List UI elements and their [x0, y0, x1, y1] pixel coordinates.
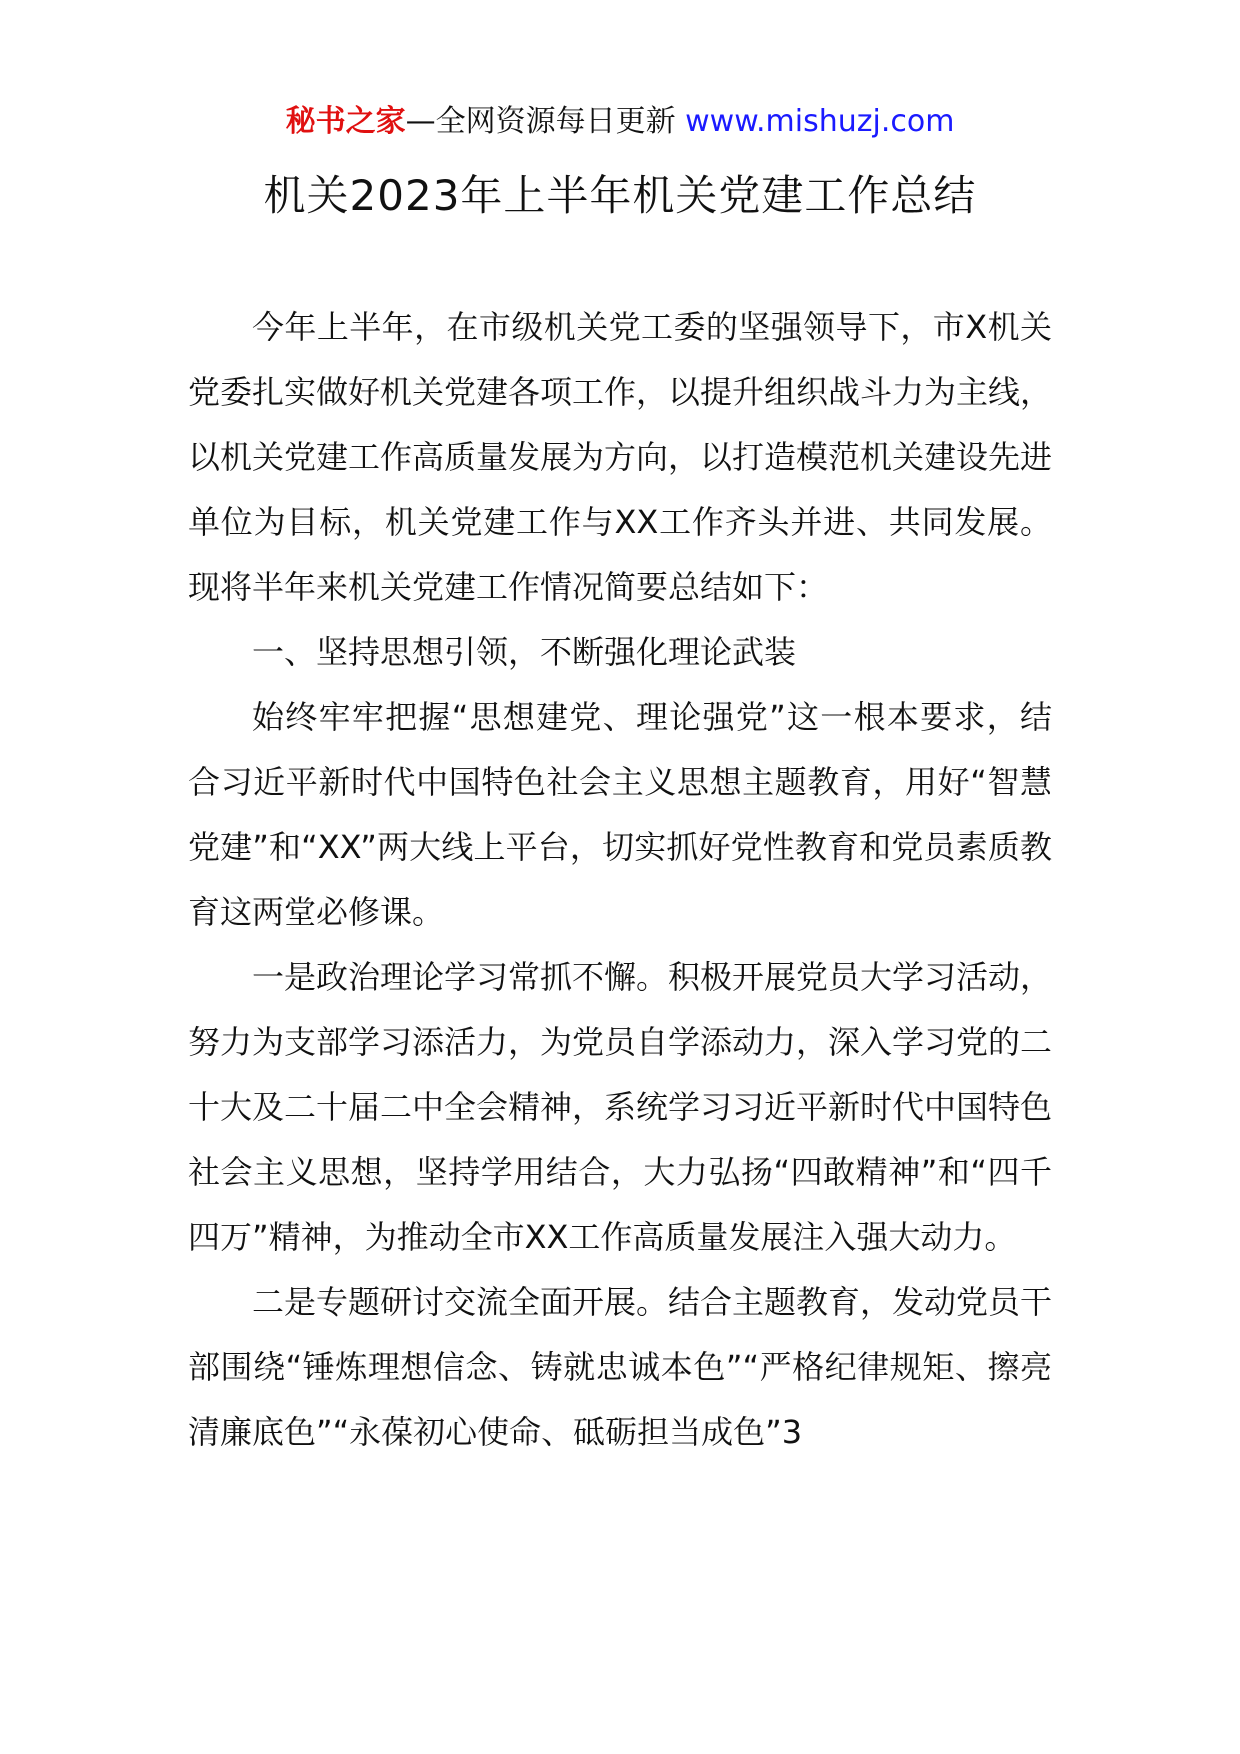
- body-paragraph: 一是政治理论学习常抓不懈。积极开展党员大学习活动，努力为支部学习添活力，为党员自学添动力，深入学习党的二十大及二十届二中全会精神，系统学习习近平新时代中国特色社会主义思想，坚持学用结合，大力弘扬“四敢精神”和“四千四万”精神，为推动全市XX工作高质量发展注入强大动力。: [188, 958, 1053, 1256]
- brand-name: 秘书之家: [285, 104, 406, 139]
- body-paragraph: 始终牢牢把握“思想建党、理论强党”这一根本要求，结合习近平新时代中国特色社会主义思想主题教育，用好“智慧党建”和“XX”两大线上平台，切实抓好党性教育和党员素质教育这两堂必修课。: [188, 698, 1052, 931]
- header-slogan: —全网资源每日更新: [405, 104, 676, 139]
- section-heading: 一、坚持思想引领，不断强化理论武装: [252, 633, 797, 671]
- body-paragraph: 二是专题研讨交流全面开展。结合主题教育，发动党员干部围绕“锤炼理想信念、铸就忠诚本色”“严格纪律规矩、擦亮清廉底色”“永葆初心使命、砥砺担当成色”3: [188, 1283, 1053, 1451]
- document-title: 机关2023年上半年机关党建工作总结: [263, 171, 977, 220]
- document-body: [188, 295, 1052, 1465]
- site-header: [0, 100, 1240, 144]
- site-url-link[interactable]: www.mishuzj.com: [685, 104, 955, 139]
- intro-paragraph: 今年上半年，在市级机关党工委的坚强领导下，市X机关党委扎实做好机关党建各项工作，以提升组织战斗力为主线，以机关党建工作高质量发展为方向，以打造模范机关建设先进单位为目标，机关党建工作与XX工作齐头并进、共同发展。现将半年来机关党建工作情况简要总结如下：: [188, 308, 1053, 606]
